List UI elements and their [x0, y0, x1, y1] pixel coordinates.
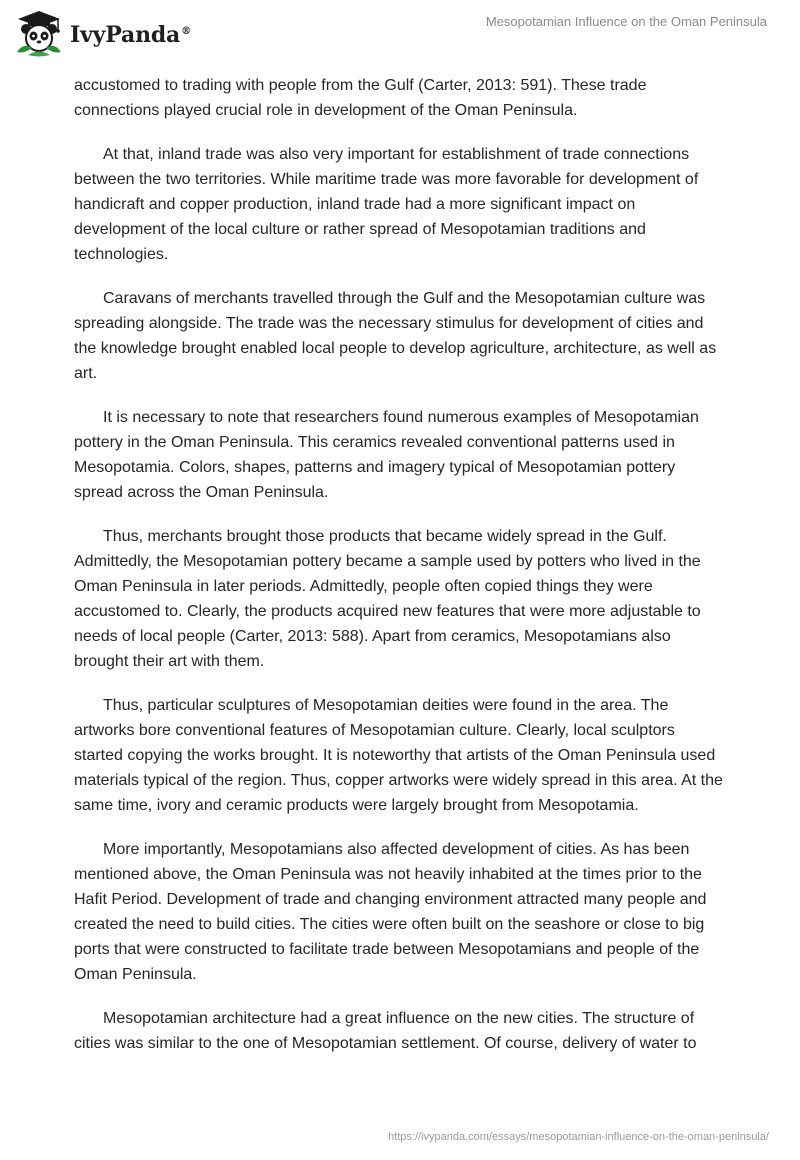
paragraph: More importantly, Mesopotamians also affected development of cities. As has been mentioned above, the Oman Peninsula was not heavily inhabited at the times prior to the Hafit Period. Development of trade and changing environment attracted many people and created the need to build cities. The cities were often built on the seashore or close to big ports that were constructed to facilitate trade between Mesopotamians and people of the Oman Peninsula.	[74, 841, 707, 983]
paragraph: Thus, merchants brought those products that became widely spread in the Gulf. Admittedly, the Mesopotamian pottery became a sample used by potters who lived in the Oman Peninsula in later periods. Admittedly, people often copied things they were accustomed to. Clearly, the products acquired new features that were more adjustable to needs of local people (Carter, 2013: 588). Apart from ceramics, Mesopotamians also brought their art with them.	[74, 528, 701, 670]
source-url-link[interactable]: https://ivypanda.com/essays/mesopotamian-influence-on-the-oman-peninsula/	[388, 1131, 769, 1143]
paragraph: At that, inland trade was also very important for establishment of trade connections between the two territories. While maritime trade was more favorable for development of handicraft and copper production, inland trade had a more significant impact on development of the local culture or rather spread of Mesopotamian traditions and technologies.	[74, 146, 699, 263]
paragraph: Caravans of merchants travelled through the Gulf and the Mesopotamian culture was spreading alongside. The trade was the necessary stimulus for development of cities and the knowledge brought enabled local people to develop agriculture, architecture, as well as art.	[74, 290, 717, 382]
paragraph: Mesopotamian architecture had a great influence on the new cities. The structure of cities was similar to the one of Mesopotamian settlement. Of course, delivery of water to	[74, 1010, 697, 1052]
page-header	[0, 0, 800, 70]
brand-name: IvyPanda®	[70, 22, 191, 48]
paragraph: accustomed to trading with people from the Gulf (Carter, 2013: 591). These trade connections played crucial role in development of the Oman Peninsula.	[74, 77, 647, 119]
panda-graduate-icon	[14, 8, 64, 58]
document-title: Mesopotamian Influence on the Oman Peninsula	[485, 14, 767, 29]
ivypanda-logo[interactable]	[14, 8, 191, 58]
paragraph: It is necessary to note that researchers found numerous examples of Mesopotamian pottery in the Oman Peninsula. This ceramics revealed conventional patterns used in Mesopotamia. Colors, shapes, patterns and imagery typical of Mesopotamian pottery spread across the Oman Peninsula.	[74, 409, 699, 501]
registered-mark: ®	[181, 25, 191, 37]
paragraph: Thus, particular sculptures of Mesopotamian deities were found in the area. The artworks bore conventional features of Mesopotamian culture. Clearly, local sculptors started copying the works brought. It is noteworthy that artists of the Oman Peninsula used materials typical of the region. Thus, copper artworks were widely spread in this area. At the same time, ivory and ceramic products were largely brought from Mesopotamia.	[74, 697, 723, 814]
essay-body	[74, 73, 726, 1075]
